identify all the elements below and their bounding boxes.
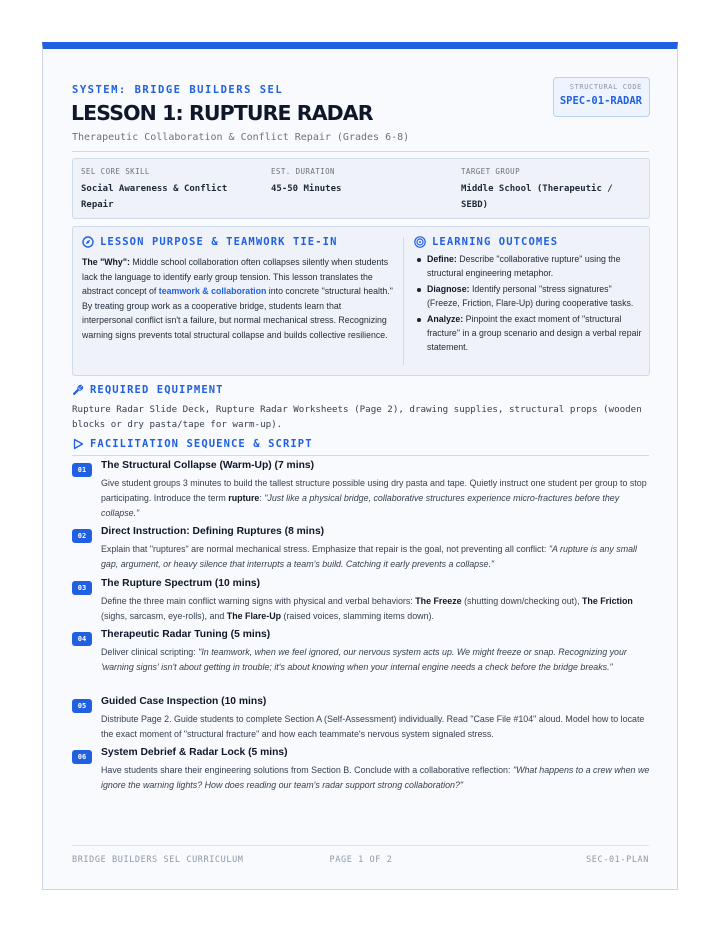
step-description bbox=[101, 712, 652, 742]
step-quote: "In teamwork, when we feel ignored, our nervous system acts up. We might freeze or snap. Recognizing your 'warning signs' isn't about getting in trouble; it's about knowing when your internal engine needs a check before the bridge breaks." bbox=[101, 647, 627, 672]
play-icon bbox=[72, 438, 84, 450]
step-quote: "Just like a physical bridge, collaborative structures experience micro-fractures before they collapse." bbox=[101, 492, 620, 518]
step-text: Give student groups 3 minutes to build the tallest structure possible using dry pasta and tape. Quietly instruct one student per group to stop participating. Introduce the term bbox=[101, 478, 647, 503]
step-title: Guided Case Inspection (10 mins) bbox=[101, 696, 267, 707]
footer-curriculum: BRIDGE BUILDERS SEL CURRICULUM bbox=[72, 855, 244, 865]
step-title: Direct Instruction: Defining Ruptures (8 mins) bbox=[101, 526, 325, 537]
step-text: : bbox=[259, 492, 265, 503]
target-icon bbox=[414, 236, 426, 248]
equipment-heading bbox=[72, 384, 224, 396]
column-divider bbox=[403, 237, 404, 365]
step-description bbox=[101, 476, 652, 520]
step-title: The Rupture Spectrum (10 mins) bbox=[101, 578, 261, 589]
list-item bbox=[416, 253, 644, 280]
facilitation-divider bbox=[72, 455, 649, 456]
step-description bbox=[101, 763, 652, 793]
title-divider bbox=[72, 151, 649, 152]
wrench-icon bbox=[72, 384, 84, 396]
step-number: 04 bbox=[72, 632, 92, 646]
facilitation-heading bbox=[72, 438, 313, 450]
step-text: Define the three main conflict warning signs with physical and verbal behaviors: bbox=[101, 596, 416, 606]
outcomes-heading-text: LEARNING OUTCOMES bbox=[432, 236, 559, 248]
meta-label: SEL CORE SKILL bbox=[81, 167, 150, 176]
footer-divider bbox=[72, 845, 649, 846]
purpose-text-2: into concrete "structural health." By treating group work as a cooperative bridge, students learn that interpersonal conflict isn't a failure, but normal mechanical stress. Recognizing warning signs prevents total structural collapse and builds collective resilience. bbox=[82, 286, 393, 340]
structural-code-box bbox=[553, 77, 650, 117]
list-item bbox=[416, 313, 644, 354]
outcome-text: Identify personal "stress signatures" (Freeze, Friction, Flare-Up) during cooperative tasks. bbox=[427, 284, 634, 308]
step-text: Have students share their engineering solutions from Section B. Conclude with a collaborative reflection: bbox=[101, 765, 513, 775]
outcomes-list bbox=[416, 253, 644, 357]
step-text: Distribute Page 2. Guide students to complete Section A (Self-Assessment) individually. Read "Case File #104" aloud. Model how to locate the exact moment of "structural fracture" and how each teammate's nervous system signaled stress. bbox=[101, 714, 645, 739]
step-description bbox=[101, 542, 652, 572]
structural-code-value: SPEC-01-RADAR bbox=[559, 95, 642, 107]
compass-icon bbox=[82, 236, 94, 248]
step-description bbox=[101, 645, 652, 675]
purpose-lead: The "Why": bbox=[82, 257, 130, 267]
step-number: 06 bbox=[72, 750, 92, 764]
step-number: 01 bbox=[72, 463, 92, 477]
lesson-plan-page bbox=[42, 42, 678, 890]
footer-page-number: PAGE 1 OF 2 bbox=[329, 855, 393, 865]
meta-label: EST. DURATION bbox=[271, 167, 335, 176]
equipment-heading-text: REQUIRED EQUIPMENT bbox=[90, 384, 224, 396]
meta-label: TARGET GROUP bbox=[461, 167, 520, 176]
step-term: The Freeze bbox=[415, 596, 462, 606]
purpose-text bbox=[82, 255, 394, 342]
outcomes-heading bbox=[414, 236, 558, 248]
lesson-meta-box bbox=[72, 158, 650, 219]
outcome-term: Analyze: bbox=[427, 314, 464, 325]
purpose-heading bbox=[82, 236, 338, 248]
step-text: Explain that "ruptures" are normal mechanical stress. Emphasize that repair is the goal, not preventing all conflict: bbox=[101, 544, 549, 554]
outcome-term: Define: bbox=[427, 254, 457, 264]
purpose-highlight: teamwork & collaboration bbox=[158, 286, 267, 296]
equipment-text: Rupture Radar Slide Deck, Rupture Radar Worksheets (Page 2), drawing supplies, structural props (wooden blocks or dry pasta/tape for warm-up). bbox=[72, 404, 642, 430]
step-term: The Friction bbox=[582, 596, 633, 606]
page-title: LESSON 1: RUPTURE RADAR bbox=[71, 101, 373, 125]
step-number: 02 bbox=[72, 529, 92, 543]
step-text: (raised voices, slamming items down). bbox=[281, 610, 434, 621]
list-item bbox=[416, 283, 644, 310]
step-number: 05 bbox=[72, 699, 92, 713]
step-title: The Structural Collapse (Warm-Up) (7 mins) bbox=[101, 460, 315, 471]
step-text: (shutting down/checking out), bbox=[461, 596, 582, 606]
purpose-text-1: Middle school collaboration often collapses silently when students lack the language to identify early group tension. This lesson translates the abstract concept of bbox=[82, 257, 389, 296]
meta-value: Social Awareness & Conflict Repair bbox=[81, 184, 228, 210]
step-quote: "What happens to a crew when we ignore the warning lights? How does reading our team's radar support strong collaboration?" bbox=[101, 765, 650, 790]
step-quote: "A rupture is any small gap, argument, or heavy silence that interrupts a team's build. Catching it early prevents a collapse." bbox=[101, 544, 637, 569]
footer-plan-code: SEC-01-PLAN bbox=[586, 855, 649, 865]
outcome-term: Diagnose: bbox=[427, 284, 470, 295]
step-number: 03 bbox=[72, 581, 92, 595]
meta-value: Middle School (Therapeutic / SEBD) bbox=[461, 184, 613, 210]
step-title: Therapeutic Radar Tuning (5 mins) bbox=[101, 629, 271, 640]
step-description bbox=[101, 594, 652, 624]
facilitation-heading-text: FACILITATION SEQUENCE & SCRIPT bbox=[90, 438, 313, 450]
system-label: SYSTEM: BRIDGE BUILDERS SEL bbox=[72, 84, 284, 96]
page-subtitle: Therapeutic Collaboration & Conflict Repair (Grades 6-8) bbox=[72, 132, 410, 143]
outcome-text: Describe "collaborative rupture" using the structural engineering metaphor. bbox=[427, 254, 621, 278]
purpose-outcomes-box bbox=[72, 226, 650, 376]
step-term: The Flare-Up bbox=[226, 610, 282, 621]
purpose-heading-text: LESSON PURPOSE & TEAMWORK TIE-IN bbox=[100, 236, 338, 248]
meta-value: 45-50 Minutes bbox=[271, 184, 342, 194]
step-text: Deliver clinical scripting: bbox=[101, 647, 199, 657]
step-term: rupture bbox=[228, 492, 260, 503]
step-text: (sighs, sarcasm, eye-rolls), and bbox=[101, 610, 227, 621]
structural-code-label: STRUCTURAL CODE bbox=[569, 83, 642, 91]
outcome-text: Pinpoint the exact moment of "structural fracture" in a group scenario and design a verbal repair statement. bbox=[427, 314, 642, 352]
step-title: System Debrief & Radar Lock (5 mins) bbox=[101, 747, 288, 758]
